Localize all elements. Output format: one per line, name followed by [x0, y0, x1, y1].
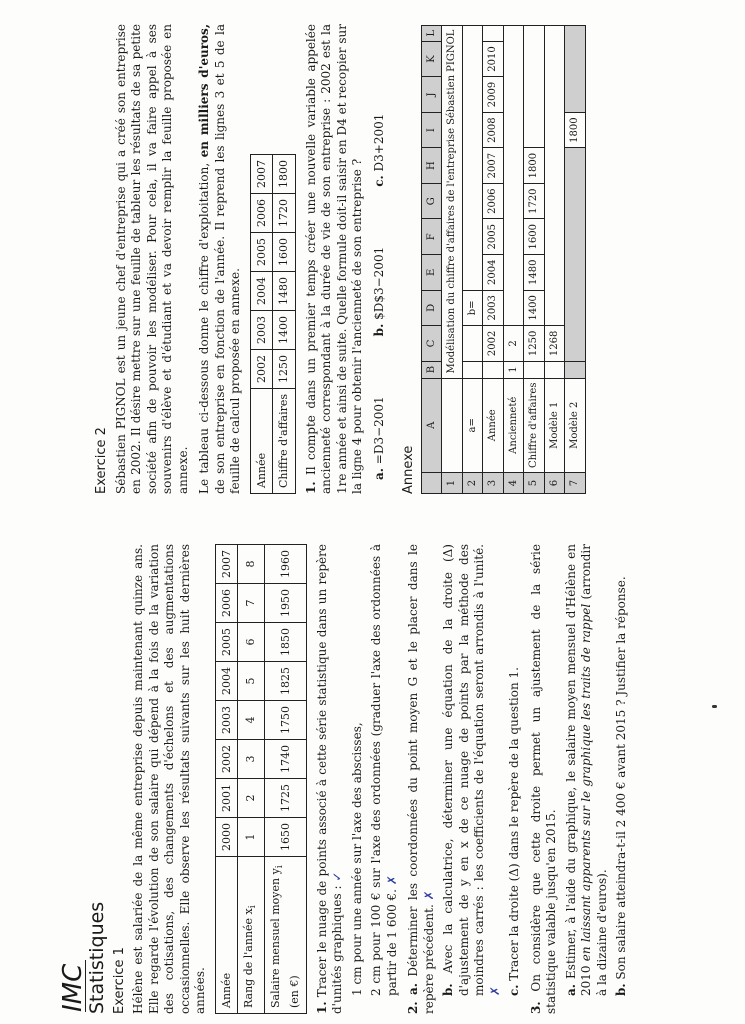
intro-text: Le tableau ci-dessous donne le chiffre d'exploitation, [197, 162, 211, 494]
intro-bold: en milliers d'euros, [197, 24, 211, 158]
handwritten-tag: IMC [58, 963, 88, 1012]
annexe-heading: Annexe [401, 445, 416, 494]
table-cell: 2005 [250, 232, 273, 271]
sheet-cell: 1 [503, 361, 524, 378]
sheet-row [483, 25, 504, 493]
table-cell: 1600 [273, 232, 296, 271]
table-cell: 2007 [215, 545, 238, 584]
sheet-row [544, 25, 565, 493]
sheet-cell [442, 378, 463, 472]
question-text: On considère que cette droite permet un ajustement de la série statistique valable jusqu'en 2015. [528, 544, 559, 1014]
sheet-cell: 2010 [483, 41, 504, 77]
table-cell: 1750 [264, 701, 306, 740]
sheet-title-cell: Modélisation du chiffre d'affaires de l'entreprise Sébastien PIGNOL [442, 25, 463, 378]
question-text: Déterminer les coordonnées du point moyen G et le placer dans le repère précédent. [406, 544, 436, 1014]
table-cell: 1740 [264, 740, 306, 779]
column-header-row [421, 25, 442, 493]
sub-letter: a. [563, 984, 578, 996]
table-cell: 7 [238, 584, 265, 623]
choice-c [372, 114, 388, 187]
table-cell: 1725 [264, 779, 306, 818]
table-cell: 1850 [264, 623, 306, 662]
column-header: G [421, 183, 442, 219]
table-cell: 2001 [215, 779, 238, 818]
choice-b [372, 247, 388, 337]
sub-letter: c. [507, 984, 522, 996]
column-header: E [421, 255, 442, 291]
column-header: F [421, 219, 442, 255]
question-number: 1. [314, 1001, 329, 1014]
table-cell: 2004 [215, 662, 238, 701]
question-text: Estimer, à l'aide du graphique, le salaire moyen mensuel d'Hélène en 2010 [563, 544, 594, 996]
sheet-row [462, 25, 483, 493]
row-number: 5 [524, 473, 545, 494]
sheet-row [524, 25, 545, 493]
question-text: (arrondir à la dizaine d'euros). [579, 544, 609, 996]
column-header: K [421, 41, 442, 77]
sub-letter: a. [406, 983, 421, 996]
table-cell: 1480 [273, 271, 296, 310]
sub-letter: b. [614, 983, 629, 996]
table-cell: 2000 [215, 818, 238, 857]
unit-line-1: 1 cm pour une année sur l'axe des abscisses, [349, 722, 364, 996]
column-header: B [421, 361, 442, 378]
sheet-row [503, 25, 524, 493]
salary-label: Salaire mensuel moyen y [268, 868, 282, 1008]
sheet-cell: 2006 [483, 183, 504, 219]
column-header: L [421, 25, 442, 41]
sheet-cell: a= [462, 378, 483, 472]
row-number: 7 [565, 473, 586, 494]
column-header: A [421, 378, 442, 472]
table-cell: 2002 [250, 349, 273, 388]
question-text: Son salaire atteindra-t-il 2 400 € avant 2015 ? Justifier la réponse. [614, 576, 629, 980]
sheet-cell: 2008 [483, 112, 504, 148]
right-column [40, 24, 586, 494]
question-number: 2. [406, 1001, 421, 1014]
row-number: 3 [483, 473, 504, 494]
choice-text: =D3−2001 [371, 396, 386, 465]
table-header: Année [250, 388, 273, 493]
row-number: 1 [442, 473, 463, 494]
choice-letter: a. [371, 468, 386, 480]
table-header [264, 857, 306, 1014]
table-cell: 2002 [215, 740, 238, 779]
unit-text: 2 cm pour 100 € sur l'axe des ordonnées (graduer l'axe des ordonnées à partir de 1 600 €. [369, 544, 399, 996]
sheet-cell: 1800 [524, 148, 545, 184]
table-row [215, 545, 238, 1014]
column-header: D [421, 290, 442, 326]
check-mark-icon: ✓ [330, 871, 345, 882]
table-cell: 2003 [215, 701, 238, 740]
table-row [264, 545, 306, 1014]
sheet-row [442, 25, 463, 493]
table-row [250, 154, 273, 493]
sheet-cell [565, 148, 586, 361]
sheet-cell: Modèle 2 [565, 378, 586, 472]
choice-letter: c. [371, 175, 386, 187]
sheet-cell [483, 25, 504, 41]
left-column [40, 544, 634, 1014]
rank-label: Rang de l'année x [242, 908, 255, 1008]
table-cell: 2005 [215, 623, 238, 662]
cross-mark-icon: ✗ [487, 985, 502, 996]
table-cell: 1825 [264, 662, 306, 701]
table-cell: 3 [238, 740, 265, 779]
question-text: Il compte dans un premier temps créer une nouvelle variable appelée ancienneté correspondant à la durée de vie de son entreprise : 2002 est la 1re année et ainsi de suite. Quelle formule doit-il saisir en D4 et recopier sur la ligne 4 pour obtenir l'ancienneté de son entreprise ? [303, 24, 364, 494]
question-text: Avec la calculatrice, déterminer une équation de la droite (Δ) d'ajustement de y en x de ce nuage de points par la méthode des moindres carrés : les coefficients de l'équation seront arrondis à l'unité. [441, 544, 487, 996]
ink-speck [712, 705, 717, 708]
salary-table [215, 544, 307, 1014]
table-cell: 6 [238, 623, 265, 662]
question-2c [507, 544, 523, 996]
sheet-cell: 2004 [483, 255, 504, 291]
cross-mark-icon: ✗ [421, 890, 436, 901]
question-2b [441, 544, 503, 996]
revenue-table [250, 154, 296, 494]
table-cell: 1720 [273, 193, 296, 232]
table-cell: 8 [238, 545, 265, 584]
question-3b [614, 544, 630, 996]
sheet-cell: 1400 [524, 290, 545, 326]
sheet-cell: 2003 [483, 290, 504, 326]
ex2-question-1 [304, 24, 366, 494]
table-row [238, 545, 265, 1014]
answer-choices [372, 24, 388, 480]
choice-text: $D$3−2001 [371, 246, 386, 320]
exercise-2-intro-2 [197, 24, 244, 494]
question-text: Tracer le nuage de points associé à cette série statistique dans un repère d'unités graphiques : [314, 544, 345, 1014]
sheet-cell [544, 25, 565, 326]
exercise-2-heading: Exercice 2 [94, 427, 109, 494]
column-header: I [421, 112, 442, 148]
table-cell: 1250 [273, 349, 296, 388]
sheet-cell: Ancienneté [503, 378, 524, 472]
page-title: Statistiques [86, 901, 108, 1014]
cross-mark-icon: ✗ [384, 875, 399, 886]
unit-line-2 [369, 544, 400, 996]
sheet-cell: Année [483, 378, 504, 472]
sheet-cell [462, 326, 483, 362]
sheet-cell: 2007 [483, 148, 504, 184]
spreadsheet [421, 25, 586, 494]
table-cell: 2006 [215, 584, 238, 623]
question-1 [315, 544, 346, 1014]
exercise-1-intro: Hélène est salariée de la même entreprise depuis maintenant quinze ans. Elle regarde l'évolution de son salaire qui dépend à la fois de la variation des cotisations, des changements d'échelons et des augmentations occasionnelles. Elle observe les résultats suivants sur les huit dernières années. [131, 544, 207, 1014]
salary-unit: (en €) [288, 975, 302, 1008]
column-header: H [421, 148, 442, 184]
table-cell: 2006 [250, 193, 273, 232]
intro-text: de son entreprise en fonction de l'année. Il reprend les lignes 3 et 5 de la feuille de calcul proposée en annexe. [212, 24, 242, 494]
sheet-cell [544, 361, 565, 378]
question-number: 3. [528, 1001, 543, 1014]
sheet-cell [565, 361, 586, 378]
table-cell: 2007 [250, 154, 273, 193]
choice-a [372, 396, 388, 480]
table-header: Chiffre d'affaires [273, 388, 296, 493]
sheet-cell [462, 361, 483, 378]
sheet-cell: 2002 [483, 326, 504, 362]
exercise-2-intro-1: Sébastien PIGNOL est un jeune chef d'entreprise qui a créé son entreprise en 2002. Il désire mettre sur une feuille de tableur les résultats de sa petite société afin de pouvoir les modéliser. Pour cela, il va faire appel à ses souvenirs d'élève et d'étudiant et va devoir remplir la feuille proposée en annexe. [113, 24, 190, 494]
sheet-cell: 1250 [524, 326, 545, 362]
table-cell: 5 [238, 662, 265, 701]
table-header [238, 857, 265, 1014]
row-number: 6 [544, 473, 565, 494]
question-3a [564, 544, 611, 996]
column-header: C [421, 326, 442, 362]
table-cell: 1 [238, 818, 265, 857]
sheet-cell: 2005 [483, 219, 504, 255]
choice-text: D3+2001 [371, 113, 386, 172]
sub-letter: b. [441, 983, 456, 996]
sheet-cell: 1720 [524, 183, 545, 219]
salary-subscript: i [273, 865, 285, 869]
table-cell: 1400 [273, 310, 296, 349]
table-cell: 1960 [264, 545, 306, 584]
question-number: 1. [303, 481, 318, 494]
question-3 [529, 544, 560, 1014]
question-2a [406, 544, 437, 1014]
row-number: 2 [462, 473, 483, 494]
sheet-cell [524, 25, 545, 148]
sheet-cell: Modèle 1 [544, 378, 565, 472]
exercise-1-heading: Exercice 1 [111, 947, 127, 1014]
sheet-cell: 2 [503, 326, 524, 362]
table-cell: 4 [238, 701, 265, 740]
table-cell: 2004 [250, 271, 273, 310]
sheet-cell [524, 361, 545, 378]
sheet-row [565, 25, 586, 493]
table-row [273, 154, 296, 493]
table-cell: 1650 [264, 818, 306, 857]
table-header: Année [215, 857, 238, 1014]
sheet-cell [565, 25, 586, 112]
table-cell: 1800 [273, 154, 296, 193]
question-text: Tracer la droite (Δ) dans le repère de la question 1. [507, 667, 522, 981]
table-cell: 2 [238, 779, 265, 818]
table-cell: 2003 [250, 310, 273, 349]
sheet-cell: 2009 [483, 77, 504, 113]
sheet-cell [503, 25, 524, 326]
question-emphasis: en laissant apparents sur le graphique les traits de rappel [579, 603, 594, 962]
row-number: 4 [503, 473, 524, 494]
table-cell: 1950 [264, 584, 306, 623]
column-header: J [421, 77, 442, 113]
sheet-cell: b= [462, 290, 483, 326]
sheet-cell: 1600 [524, 219, 545, 255]
sheet-cell [462, 25, 483, 290]
sheet-cell [483, 361, 504, 378]
choice-letter: b. [371, 323, 386, 337]
sheet-cell: 1268 [544, 326, 565, 362]
sheet-cell: 1800 [565, 112, 586, 148]
corner-cell [421, 473, 442, 494]
rank-subscript: i [247, 905, 259, 909]
sheet-cell: Chiffre d'affaires [524, 378, 545, 472]
sheet-cell: 1480 [524, 255, 545, 291]
